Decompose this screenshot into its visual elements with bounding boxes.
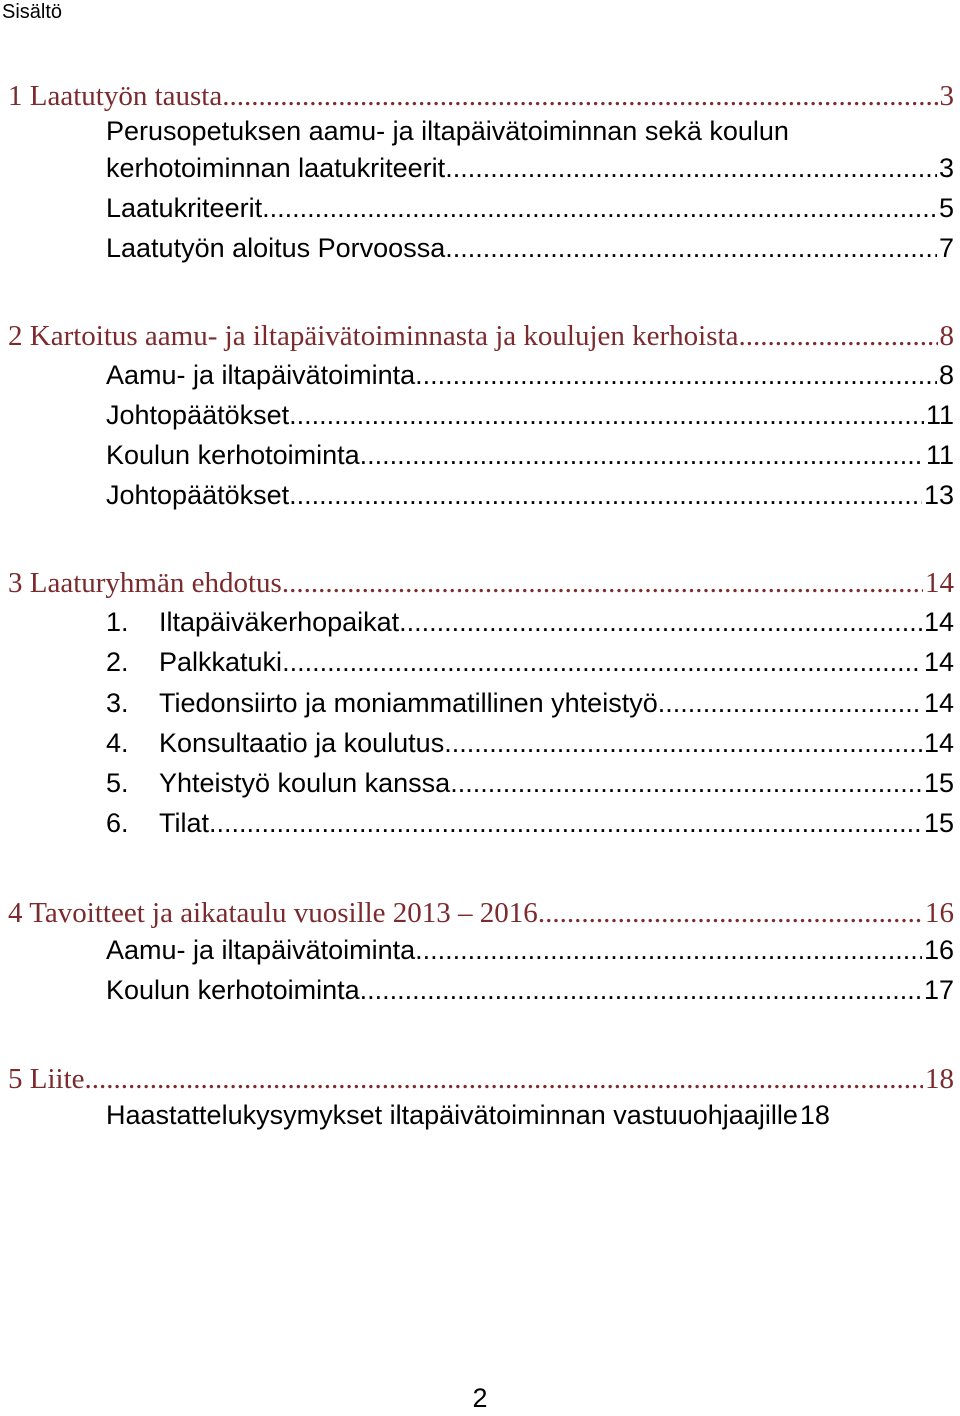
- toc-leader-dots: [289, 477, 922, 513]
- toc-entry-number: 4.: [106, 728, 129, 758]
- toc-entry-title: Aamu- ja iltapäivätoiminta: [106, 935, 416, 965]
- toc-entry-title: Koulun kerhotoiminta: [106, 975, 360, 1005]
- toc-entry-4-2[interactable]: [106, 972, 954, 1008]
- toc-entry-page: 8: [938, 360, 954, 390]
- toc-entry-title: Yhteistyö koulun kanssa: [159, 768, 451, 798]
- toc-entry-1-1a[interactable]: [106, 113, 954, 149]
- toc-entry-number: 2.: [106, 647, 129, 677]
- toc-entry-title: Iltapäiväkerhopaikat: [159, 607, 400, 637]
- toc-leader-dots: [399, 604, 922, 640]
- toc-entry-page: 8: [939, 320, 954, 352]
- toc-entry-title: Laatutyön aloitus Porvoossa: [106, 233, 446, 263]
- toc-leader-dots: [445, 230, 937, 266]
- toc-leader-dots: [658, 685, 922, 721]
- toc-entry-2[interactable]: [8, 318, 954, 354]
- toc-leader-dots: [738, 318, 937, 354]
- toc-entry-title: Tilat: [159, 808, 210, 838]
- toc-entry-3-1[interactable]: [106, 604, 954, 640]
- toc-entry-title: Aamu- ja iltapäivätoiminta: [106, 360, 416, 390]
- toc-entry-page: 14: [923, 728, 954, 758]
- toc-entry-title: Tiedonsiirto ja moniammatillinen yhteistyö: [159, 688, 658, 718]
- contents-label: Sisältö: [2, 1, 63, 23]
- toc-entry-4[interactable]: [8, 895, 954, 931]
- toc-entry-page: 13: [923, 480, 954, 510]
- toc-entry-page: 3: [938, 153, 954, 183]
- toc-entry-page: 11: [925, 400, 954, 430]
- toc-entry-1-3[interactable]: [106, 230, 954, 266]
- toc-entry-title: 2 Kartoitus aamu- ja iltapäivätoiminnasta ja koulujen kerhoista: [8, 320, 739, 352]
- toc-entry-page: 15: [923, 808, 954, 838]
- toc-entry-5-1[interactable]: [106, 1097, 954, 1133]
- toc-entry-title: 1 Laatutyön tausta: [8, 80, 223, 112]
- toc-entry-title: Koulun kerhotoiminta: [106, 440, 360, 470]
- toc-entry-page: 14: [923, 647, 954, 677]
- toc-entry-page: 14: [923, 688, 954, 718]
- toc-leader-dots: [85, 1061, 923, 1097]
- toc-leader-dots: [209, 805, 922, 841]
- toc-leader-dots: [445, 150, 937, 186]
- toc-entry-number: 6.: [106, 808, 129, 838]
- toc-entry-title: Perusopetuksen aamu- ja iltapäivätoiminnan sekä koulun: [106, 116, 789, 146]
- toc-entry-2-4[interactable]: [106, 477, 954, 513]
- toc-entry-3-4[interactable]: [106, 725, 954, 761]
- toc-leader-dots: [282, 644, 922, 680]
- toc-leader-dots: [450, 765, 922, 801]
- toc-entry-page: 14: [923, 607, 954, 637]
- toc-entry-3-3[interactable]: [106, 685, 954, 721]
- toc-entry-3-6[interactable]: [106, 805, 954, 841]
- toc-leader-dots: [222, 78, 937, 114]
- toc-entry-title: Laatukriteerit: [106, 193, 263, 223]
- toc-entry-title: kerhotoiminnan laatukriteerit: [106, 153, 446, 183]
- toc-entry-3[interactable]: [8, 565, 954, 601]
- toc-entry-number: 3.: [106, 688, 129, 718]
- toc-leader-dots: [415, 357, 937, 393]
- toc-entry-title: 5 Liite: [8, 1063, 85, 1095]
- toc-leader-dots: [415, 932, 922, 968]
- toc-entry-page: 5: [938, 193, 954, 223]
- toc-entry-page: 17: [923, 975, 954, 1005]
- toc-entry-1[interactable]: [8, 78, 954, 114]
- toc-entry-3-2[interactable]: [106, 644, 954, 680]
- toc-entry-page: 16: [925, 897, 954, 929]
- toc-entry-3-5[interactable]: [106, 765, 954, 801]
- toc-entry-title: 4 Tavoitteet ja aikataulu vuosille 2013 – 2016: [8, 897, 538, 929]
- toc-entry-page: 3: [939, 80, 954, 112]
- toc-leader-dots: [282, 565, 923, 601]
- toc-entry-title: Johtopäätökset: [106, 400, 290, 430]
- toc-leader-dots: [289, 397, 924, 433]
- toc-entry-title: Palkkatuki: [159, 647, 283, 677]
- toc-entry-title: Haastattelukysymykset iltapäivätoiminnan vastuuohjaajille: [106, 1100, 798, 1130]
- page-number: 2: [472, 1383, 488, 1413]
- toc-leader-dots: [360, 972, 922, 1008]
- toc-entry-4-1[interactable]: [106, 932, 954, 968]
- toc-entry-title: Konsultaatio ja koulutus: [159, 728, 445, 758]
- toc-entry-2-1[interactable]: [106, 357, 954, 393]
- toc-leader-dots: [444, 725, 922, 761]
- toc-leader-dots: [262, 190, 937, 226]
- toc-leader-dots: [360, 437, 924, 473]
- toc-entry-page: 7: [938, 233, 954, 263]
- toc-entry-2-2[interactable]: [106, 397, 954, 433]
- toc-entry-page: 18: [925, 1063, 954, 1095]
- toc-entry-page: 14: [925, 567, 954, 599]
- toc-entry-1-1b[interactable]: [106, 150, 954, 186]
- toc-entry-page: 11: [925, 440, 954, 470]
- toc-entry-1-2[interactable]: [106, 190, 954, 226]
- toc-entry-2-3[interactable]: [106, 437, 954, 473]
- toc-entry-page: 18: [799, 1100, 830, 1130]
- toc-entry-page: 16: [923, 935, 954, 965]
- toc-entry-page: 15: [923, 768, 954, 798]
- toc-entry-number: 5.: [106, 768, 129, 798]
- toc-entry-title: Johtopäätökset: [106, 480, 290, 510]
- toc-entry-number: 1.: [106, 607, 129, 637]
- toc-entry-title: 3 Laaturyhmän ehdotus: [8, 567, 282, 599]
- toc-entry-5[interactable]: [8, 1061, 954, 1097]
- toc-leader-dots: [538, 895, 923, 931]
